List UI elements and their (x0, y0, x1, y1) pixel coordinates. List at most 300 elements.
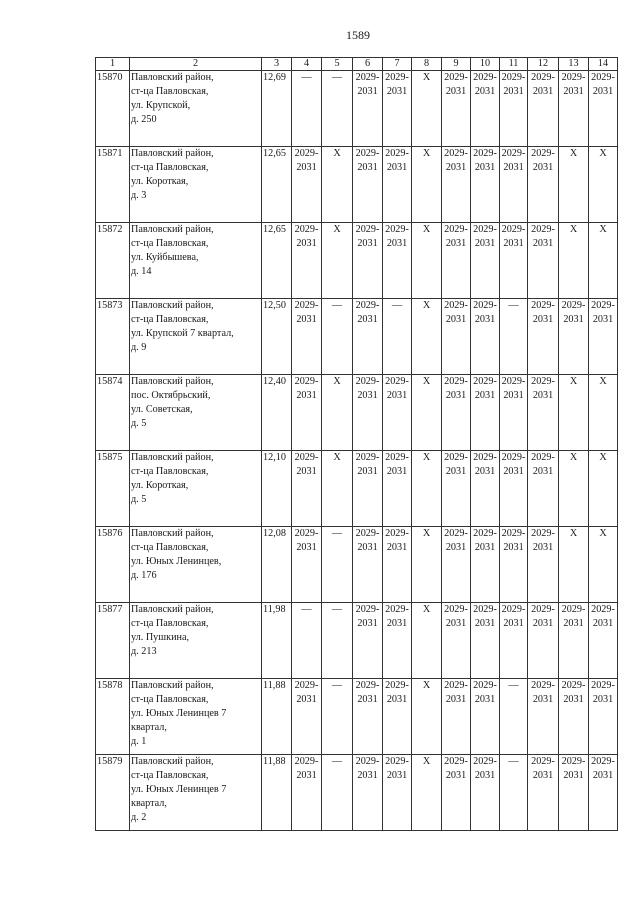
address-line: Павловский район, (131, 528, 214, 539)
period-cell (471, 71, 500, 147)
period-cell-text: X (599, 452, 607, 463)
table-row (96, 527, 618, 603)
address-cell (130, 527, 262, 603)
period-cell-text: — (331, 756, 343, 767)
period-cell-text: 2031 (357, 86, 378, 97)
period-cell-text: X (422, 604, 431, 615)
period-cell-text: 2031 (532, 238, 554, 249)
address-line: ул. Куйбышева, (131, 252, 199, 263)
period-cell-text: 2029- (561, 72, 586, 83)
period-cell-text: 2031 (563, 770, 584, 781)
period-cell (412, 147, 442, 223)
record-number-cell: 15871 (96, 147, 130, 223)
period-cell (471, 679, 500, 755)
period-cell-text: 2029- (591, 680, 615, 691)
period-cell (322, 451, 353, 527)
period-cell-text: 2029- (561, 680, 586, 691)
column-number-cell: 5 (322, 58, 353, 71)
address-line: Павловский район, (131, 72, 214, 83)
address-line: д. 5 (131, 494, 147, 505)
period-cell-text: X (422, 376, 431, 387)
record-number-cell: 15875 (96, 451, 130, 527)
table-row (96, 603, 618, 679)
period-cell (292, 603, 322, 679)
column-number-cell: 7 (383, 58, 412, 71)
record-number-cell: 15878 (96, 679, 130, 755)
period-cell (559, 375, 589, 451)
address-cell (130, 147, 262, 223)
period-cell (292, 147, 322, 223)
table-row (96, 147, 618, 223)
period-cell (353, 603, 383, 679)
period-cell (528, 527, 559, 603)
period-cell (412, 679, 442, 755)
period-cell-text: 2031 (503, 618, 524, 629)
address-cell (130, 71, 262, 147)
address-line: ул. Короткая, (131, 176, 189, 187)
period-cell (528, 147, 559, 223)
column-number-cell: 1 (96, 58, 130, 71)
period-cell-text: 2031 (357, 770, 378, 781)
column-number-cell: 12 (528, 58, 559, 71)
period-cell (589, 679, 618, 755)
column-number-row (96, 58, 618, 71)
period-cell-text: X (569, 376, 578, 387)
period-cell-text: 2031 (532, 86, 554, 97)
period-cell (528, 223, 559, 299)
period-cell-text: — (331, 528, 343, 539)
period-cell (471, 375, 500, 451)
address-cell (130, 451, 262, 527)
period-cell-text: — (331, 300, 343, 311)
value-cell: 11,98 (262, 603, 292, 679)
period-cell-text: 2031 (296, 466, 317, 477)
period-cell-text: 2031 (474, 86, 496, 97)
period-cell-text: 2029- (444, 604, 468, 615)
period-cell-text: — (391, 300, 403, 311)
period-cell-text: 2029- (531, 148, 555, 159)
period-cell-text: 2029- (444, 72, 468, 83)
column-number-cell: 10 (471, 58, 500, 71)
period-cell-text: 2029- (531, 300, 555, 311)
period-cell-text: 2029- (501, 452, 526, 463)
period-cell (353, 71, 383, 147)
period-cell-text: 2029- (444, 756, 468, 767)
value-cell: 12,40 (262, 375, 292, 451)
period-cell (442, 451, 471, 527)
period-cell-text: 2029- (444, 148, 468, 159)
period-cell-text: 2029- (473, 604, 497, 615)
period-cell-text: 2031 (445, 694, 467, 705)
period-cell (322, 375, 353, 451)
column-number-cell: 2 (130, 58, 262, 71)
period-cell-text: 2031 (592, 314, 614, 325)
period-cell (292, 755, 322, 831)
period-cell-text: 2031 (503, 162, 524, 173)
period-cell-text: 2029- (355, 756, 380, 767)
period-cell-text: 2029- (501, 224, 526, 235)
record-number-cell: 15874 (96, 375, 130, 451)
period-cell-text: 2031 (503, 238, 524, 249)
period-cell-text: X (599, 528, 607, 539)
period-cell-text: 2029- (385, 604, 409, 615)
period-cell (528, 603, 559, 679)
period-cell-text: 2031 (445, 542, 467, 553)
period-cell-text: 2029- (385, 72, 409, 83)
period-cell-text: 2031 (563, 314, 584, 325)
value-cell: 12,65 (262, 147, 292, 223)
address-cell (130, 299, 262, 375)
period-cell-text: X (422, 528, 431, 539)
period-cell (442, 223, 471, 299)
period-cell-text: 2031 (532, 618, 554, 629)
address-line: ул. Юных Ленинцев, (131, 556, 222, 567)
period-cell-text: 2029- (355, 376, 380, 387)
period-cell-text: 2031 (474, 694, 496, 705)
period-cell-text: 2029- (294, 148, 319, 159)
period-cell-text: 2031 (532, 770, 554, 781)
address-line: Павловский район, (131, 604, 214, 615)
address-line: д. 14 (131, 266, 152, 277)
period-cell (500, 299, 528, 375)
period-cell-text: 2031 (445, 162, 467, 173)
address-line: д. 2 (131, 812, 147, 823)
period-cell-text: 2029- (355, 148, 380, 159)
period-cell-text: X (569, 452, 578, 463)
period-cell (500, 679, 528, 755)
period-cell-text: 2029- (531, 756, 555, 767)
period-cell-text: X (422, 148, 431, 159)
period-cell-text: 2029- (355, 452, 380, 463)
period-cell-text: 2031 (563, 86, 584, 97)
column-number-cell: 9 (442, 58, 471, 71)
period-cell-text: 2029- (473, 680, 497, 691)
period-cell-text: 2029- (355, 300, 380, 311)
period-cell (559, 527, 589, 603)
table-row (96, 679, 618, 755)
value-cell: 12,50 (262, 299, 292, 375)
period-cell-text: 2029- (591, 72, 615, 83)
period-cell (500, 603, 528, 679)
period-cell-text: 2029- (355, 72, 380, 83)
period-cell-text: 2031 (592, 770, 614, 781)
period-cell (559, 603, 589, 679)
value-cell: 12,69 (262, 71, 292, 147)
period-cell-text: 2029- (355, 224, 380, 235)
period-cell (322, 71, 353, 147)
period-cell (528, 451, 559, 527)
period-cell-text: 2029- (473, 756, 497, 767)
period-cell (589, 375, 618, 451)
period-cell (353, 147, 383, 223)
address-line: д. 213 (131, 646, 157, 657)
period-cell-text: 2029- (294, 224, 319, 235)
period-cell (353, 679, 383, 755)
period-cell-text: 2031 (386, 618, 408, 629)
period-cell (559, 299, 589, 375)
address-line: Павловский район, (131, 680, 214, 691)
period-cell-text: 2031 (386, 466, 408, 477)
address-line: Павловский район, (131, 452, 214, 463)
period-cell-text: 2029- (531, 680, 555, 691)
period-cell-text: 2029- (473, 224, 497, 235)
period-cell-text: 2031 (445, 770, 467, 781)
address-line: ул. Крупской 7 квартал, (131, 328, 234, 339)
value-cell: 12,65 (262, 223, 292, 299)
period-cell-text: 2029- (473, 72, 497, 83)
period-cell-text: 2031 (386, 542, 408, 553)
period-cell-text: 2029- (473, 452, 497, 463)
period-cell (442, 603, 471, 679)
address-line: ст-ца Павловская, (131, 694, 209, 705)
period-cell-text: 2031 (532, 314, 554, 325)
period-cell-text: 2031 (386, 86, 408, 97)
period-cell (442, 755, 471, 831)
period-cell (322, 299, 353, 375)
period-cell-text: X (422, 300, 431, 311)
period-cell-text: 2029- (385, 452, 409, 463)
period-cell-text: 2031 (445, 618, 467, 629)
housing-register-table (95, 57, 618, 831)
period-cell-text: 2031 (474, 162, 496, 173)
period-cell-text: 2031 (445, 390, 467, 401)
period-cell-text: 2029- (473, 528, 497, 539)
address-line: д. 1 (131, 736, 147, 747)
period-cell (559, 451, 589, 527)
column-number-cell: 6 (353, 58, 383, 71)
period-cell-text: X (333, 148, 341, 159)
period-cell (412, 603, 442, 679)
period-cell (412, 375, 442, 451)
period-cell-text: 2031 (474, 770, 496, 781)
period-cell-text: 2029- (531, 528, 555, 539)
table-row (96, 451, 618, 527)
period-cell (442, 299, 471, 375)
address-line: ст-ца Павловская, (131, 86, 209, 97)
period-cell-text: 2029- (591, 756, 615, 767)
period-cell-text: 2031 (296, 770, 317, 781)
period-cell-text: — (508, 756, 519, 767)
period-cell (383, 679, 412, 755)
period-cell-text: — (301, 72, 312, 83)
period-cell (471, 527, 500, 603)
address-cell (130, 223, 262, 299)
period-cell-text: X (333, 376, 341, 387)
period-cell-text: 2029- (385, 680, 409, 691)
period-cell (442, 147, 471, 223)
period-cell-text: 2029- (501, 148, 526, 159)
period-cell (383, 527, 412, 603)
value-cell: 11,88 (262, 755, 292, 831)
period-cell-text: 2031 (532, 162, 554, 173)
period-cell-text: X (599, 376, 607, 387)
period-cell-text: 2031 (563, 618, 584, 629)
period-cell (528, 755, 559, 831)
period-cell (412, 451, 442, 527)
address-line: ул. Короткая, (131, 480, 189, 491)
record-number-cell: 15870 (96, 71, 130, 147)
period-cell (500, 71, 528, 147)
period-cell (589, 223, 618, 299)
period-cell-text: 2029- (561, 756, 586, 767)
period-cell-text: 2029- (385, 224, 409, 235)
period-cell-text: 2031 (445, 86, 467, 97)
column-number-cell: 4 (292, 58, 322, 71)
period-cell-text: X (599, 148, 607, 159)
period-cell-text: 2031 (296, 694, 317, 705)
address-cell (130, 755, 262, 831)
period-cell (292, 679, 322, 755)
address-line: ул. Юных Ленинцев 7 (131, 708, 227, 719)
period-cell-text: 2031 (474, 542, 496, 553)
period-cell-text: 2029- (444, 300, 468, 311)
period-cell-text: 2029- (591, 300, 615, 311)
period-cell-text: — (508, 300, 519, 311)
period-cell (322, 603, 353, 679)
period-cell-text: — (331, 680, 343, 691)
address-line: Павловский район, (131, 376, 214, 387)
period-cell (383, 603, 412, 679)
period-cell (383, 451, 412, 527)
period-cell (412, 527, 442, 603)
period-cell (500, 147, 528, 223)
address-line: д. 176 (131, 570, 157, 581)
period-cell-text: 2031 (296, 542, 317, 553)
period-cell (353, 375, 383, 451)
period-cell-text: 2029- (385, 148, 409, 159)
period-cell (559, 755, 589, 831)
period-cell-text: 2029- (294, 376, 319, 387)
table-row (96, 299, 618, 375)
period-cell (589, 451, 618, 527)
period-cell (383, 299, 412, 375)
period-cell-text: 2029- (501, 376, 526, 387)
address-line: Павловский район, (131, 224, 214, 235)
period-cell-text: 2031 (592, 618, 614, 629)
period-cell-text: 2029- (501, 72, 526, 83)
period-cell (589, 71, 618, 147)
period-cell (589, 147, 618, 223)
table-row (96, 223, 618, 299)
address-line: ст-ца Павловская, (131, 466, 209, 477)
period-cell (383, 147, 412, 223)
period-cell-text: 2029- (355, 528, 380, 539)
period-cell-text: 2031 (296, 390, 317, 401)
period-cell-text: 2029- (444, 376, 468, 387)
column-number-cell: 13 (559, 58, 589, 71)
period-cell (500, 527, 528, 603)
period-cell-text: 2031 (503, 390, 524, 401)
period-cell (500, 755, 528, 831)
table-row (96, 71, 618, 147)
period-cell-text: 2031 (296, 162, 317, 173)
period-cell (353, 223, 383, 299)
address-line: квартал, (131, 722, 167, 733)
period-cell-text: — (331, 604, 343, 615)
value-cell: 11,88 (262, 679, 292, 755)
period-cell-text: 2031 (592, 694, 614, 705)
address-line: д. 3 (131, 190, 147, 201)
address-line: пос. Октябрьский, (131, 390, 211, 401)
table-row (96, 375, 618, 451)
period-cell (412, 299, 442, 375)
period-cell-text: 2031 (474, 314, 496, 325)
period-cell (500, 451, 528, 527)
period-cell (559, 71, 589, 147)
period-cell (292, 527, 322, 603)
period-cell-text: 2029- (294, 452, 319, 463)
period-cell-text: X (333, 224, 341, 235)
period-cell-text: 2029- (385, 376, 409, 387)
column-number-cell: 11 (500, 58, 528, 71)
period-cell (589, 527, 618, 603)
period-cell-text: 2031 (503, 86, 524, 97)
period-cell-text: X (422, 680, 431, 691)
period-cell-text: 2029- (444, 452, 468, 463)
period-cell (383, 223, 412, 299)
period-cell (442, 71, 471, 147)
period-cell (322, 755, 353, 831)
period-cell (383, 375, 412, 451)
value-cell: 12,10 (262, 451, 292, 527)
period-cell-text: 2031 (296, 238, 317, 249)
address-cell (130, 603, 262, 679)
period-cell-text: 2031 (474, 466, 496, 477)
period-cell (559, 679, 589, 755)
address-line: Павловский район, (131, 756, 214, 767)
period-cell-text: 2029- (473, 376, 497, 387)
period-cell (471, 603, 500, 679)
period-cell-text: 2031 (386, 694, 408, 705)
record-number-cell: 15876 (96, 527, 130, 603)
period-cell-text: 2031 (357, 542, 378, 553)
address-line: Павловский район, (131, 148, 214, 159)
period-cell-text: X (569, 224, 578, 235)
period-cell-text: 2031 (592, 86, 614, 97)
period-cell-text: 2029- (294, 300, 319, 311)
period-cell (412, 223, 442, 299)
period-cell-text: 2031 (445, 314, 467, 325)
period-cell-text: 2029- (531, 72, 555, 83)
period-cell-text: 2031 (386, 162, 408, 173)
record-number-cell: 15879 (96, 755, 130, 831)
address-line: ул. Юных Ленинцев 7 (131, 784, 227, 795)
period-cell-text: 2031 (474, 390, 496, 401)
period-cell (442, 375, 471, 451)
period-cell-text: — (331, 72, 343, 83)
period-cell (292, 375, 322, 451)
period-cell (442, 527, 471, 603)
address-line: д. 250 (131, 114, 157, 125)
column-number-cell: 3 (262, 58, 292, 71)
period-cell-text: 2029- (444, 528, 468, 539)
period-cell (322, 147, 353, 223)
period-cell-text: — (301, 604, 312, 615)
period-cell-text: 2029- (561, 604, 586, 615)
period-cell-text: 2029- (294, 528, 319, 539)
period-cell (528, 679, 559, 755)
address-line: ул. Советская, (131, 404, 193, 415)
period-cell (383, 71, 412, 147)
period-cell-text: 2029- (561, 300, 586, 311)
period-cell-text: 2029- (294, 756, 319, 767)
table-row (96, 755, 618, 831)
record-number-cell: 15877 (96, 603, 130, 679)
period-cell (442, 679, 471, 755)
period-cell-text: 2029- (501, 604, 526, 615)
period-cell (528, 299, 559, 375)
period-cell-text: 2031 (386, 770, 408, 781)
